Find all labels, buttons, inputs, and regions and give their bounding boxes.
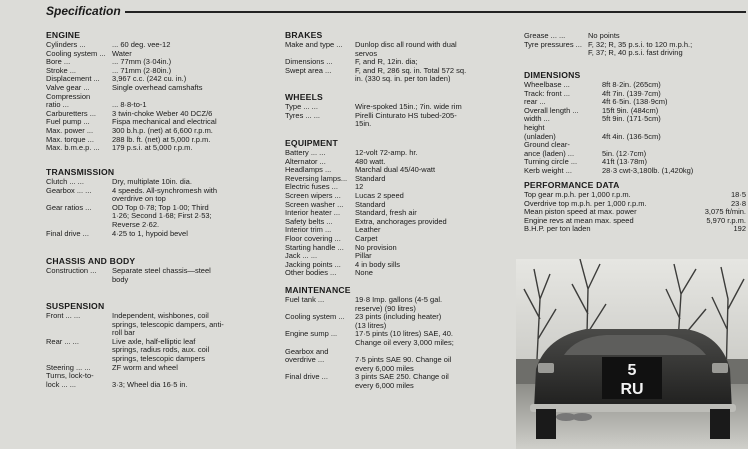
transmission-label: Gearbox ... ... — [46, 185, 92, 195]
car-rear-photo — [516, 259, 748, 449]
suspension-value: springs, telescopic dampers, anti- — [112, 319, 224, 329]
maintenance-label: Fuel tank ... — [285, 295, 325, 304]
maintenance-value: 7·5 pints SAE 90. Change oil — [355, 355, 452, 365]
dimensions-row — [524, 167, 748, 176]
suspension-label: Front ... ... — [46, 311, 81, 320]
plate-line-1: 5 — [627, 362, 637, 379]
maintenance-value: every 6,000 miles — [355, 363, 414, 373]
wheels-row — [285, 120, 525, 129]
transmission-value: OD Top 0·78; Top 1·00; Third — [112, 202, 209, 212]
engine-value: 300 b.h.p. (net) at 6,600 r.p.m. — [112, 126, 213, 135]
engine-label: Cylinders ... — [46, 40, 86, 49]
suspension-value: 3·3; Wheel dia 16·5 in. — [112, 379, 188, 389]
performance-row — [524, 225, 746, 234]
engine-value: Fispa mechanical and electrical — [112, 117, 217, 127]
engine-row — [46, 144, 290, 153]
spec-header — [46, 3, 746, 19]
equipment-label: Battery ... ... — [285, 148, 326, 157]
equipment-label: Headlamps ... — [285, 165, 332, 175]
equipment-value: Standard — [355, 173, 386, 183]
equipment-label: Interior heater ... — [285, 208, 341, 218]
brakes-heading: BRAKES — [285, 30, 323, 40]
brakes-label: Dimensions ... — [285, 57, 333, 67]
suspension-heading: SUSPENSION — [46, 301, 105, 311]
engine-value: ... 60 deg. vee-12 — [112, 40, 171, 49]
dimensions-value: 4ft 6·5in. (138·9cm) — [602, 97, 668, 107]
maintenance-label: Gearbox and — [285, 346, 329, 356]
grease-label: Tyre pressures ... — [524, 39, 582, 49]
transmission-value: 4 speeds. All-synchromesh with — [112, 185, 218, 195]
suspension-label: Turns, lock-to- — [46, 371, 94, 381]
maintenance-value: 17·5 pints (10 litres) SAE, 40. — [355, 329, 453, 339]
transmission-row — [46, 187, 290, 196]
maintenance-value: every 6,000 miles — [355, 381, 414, 390]
transmission-value: Dry, multiplate 10in. dia. — [112, 177, 192, 186]
page-title: Specification — [46, 3, 125, 19]
equipment-value: 4 in body sills — [355, 259, 401, 269]
equipment-value: Standard — [355, 199, 386, 209]
brakes-value: Dunlop disc all round with dual — [355, 40, 457, 49]
brakes-row — [285, 41, 525, 50]
performance-label: Top gear m.p.h. per 1,000 r.p.m. — [524, 190, 631, 199]
transmission-value: 1·26; Second 1·68; First 2·53; — [112, 211, 212, 221]
suspension-row — [46, 381, 290, 390]
equipment-label: Jacking points ... — [285, 259, 341, 269]
dimensions-value: 8ft 8·2in. (265cm) — [602, 80, 661, 89]
chassis-heading: CHASSIS AND BODY — [46, 256, 136, 266]
equipment-value: No provision — [355, 242, 397, 252]
engine-label: ratio ... — [46, 100, 69, 110]
dimensions-row — [524, 115, 748, 124]
performance-value: 5,970 r.p.m. — [706, 215, 746, 225]
suspension-value: roll bar — [112, 328, 135, 338]
engine-label: Displacement ... — [46, 74, 100, 84]
engine-label: Valve gear ... — [46, 83, 90, 92]
transmission-label: Clutch ... ... — [46, 177, 84, 186]
maintenance-value: 3 pints SAE 250. Change oil — [355, 372, 449, 382]
chassis-value: body — [112, 274, 129, 284]
engine-value: Single overhead camshafts — [112, 83, 203, 92]
equipment-value: 12-volt 72-amp. hr. — [355, 148, 418, 157]
chassis-row — [46, 276, 290, 285]
dimensions-label: height — [524, 123, 545, 132]
dimensions-value: 4ft 7in. (139·7cm) — [602, 88, 661, 98]
engine-row — [46, 93, 290, 102]
suspension-value: Independent, wishbones, coil — [112, 311, 209, 320]
performance-value: 3,075 ft/min. — [704, 207, 746, 217]
equipment-label: Alternator ... — [285, 156, 326, 166]
chassis-value: Separate steel chassis—steel — [112, 266, 211, 275]
dimensions-label: Overall length ... — [524, 105, 579, 115]
suspension-label: Steering ... ... — [46, 362, 91, 372]
maintenance-value: (13 litres) — [355, 320, 387, 330]
dimensions-label: ance (laden) ... — [524, 148, 575, 158]
chassis-label: Construction ... — [46, 266, 97, 275]
brakes-row — [285, 75, 525, 84]
suspension-row — [46, 321, 290, 330]
brakes-label: Make and type ... — [285, 40, 343, 49]
dimensions-value: 5ft 9in. (171·5cm) — [602, 114, 661, 124]
equipment-value: Lucas 2 speed — [355, 191, 404, 200]
engine-value: 288 lb. ft. (net) at 5,000 r.p.m. — [112, 134, 211, 144]
maintenance-row — [285, 382, 525, 391]
maintenance-heading: MAINTENANCE — [285, 285, 351, 295]
maintenance-row — [285, 313, 525, 322]
brakes-label: Swept area ... — [285, 65, 332, 75]
equipment-value: 480 watt. — [355, 156, 386, 166]
wheels-value: Wire-spoked 15in.; 7in. wide rim — [355, 102, 462, 111]
dimensions-value: 41ft (13·78m) — [602, 157, 648, 167]
engine-value: 179 p.s.i. at 5,000 r.p.m. — [112, 143, 193, 153]
performance-label: B.H.P. per ton laden — [524, 224, 591, 234]
wheels-label: Tyres ... ... — [285, 110, 321, 120]
brakes-value: F, and R, 286 sq. in. Total 572 sq. — [355, 65, 467, 75]
dimensions-label: Track: front ... — [524, 88, 570, 98]
wheels-row — [285, 112, 525, 121]
equipment-label: Starting handle ... — [285, 242, 344, 252]
dimensions-label: rear ... — [524, 97, 546, 107]
engine-value: ... 71mm (2·80in.) — [112, 65, 172, 75]
equipment-row — [285, 269, 525, 278]
equipment-label: Jack ... ... — [285, 251, 318, 261]
wheels-heading: WHEELS — [285, 92, 323, 102]
grease-value: No points — [588, 31, 620, 40]
engine-label: Max. b.m.e.p. ... — [46, 143, 100, 153]
dimensions-label: Kerb weight ... — [524, 166, 572, 175]
engine-heading: ENGINE — [46, 30, 81, 40]
plate-line-2: RU — [620, 381, 644, 398]
equipment-value: Leather — [355, 225, 381, 235]
equipment-label: Other bodies ... — [285, 268, 337, 278]
maintenance-value: 19·8 Imp. gallons (4-5 gal. — [355, 295, 443, 304]
engine-value: ... 8·8-to-1 — [112, 100, 147, 110]
grease-label: Grease ... ... — [524, 31, 566, 40]
transmission-heading: TRANSMISSION — [46, 167, 115, 177]
brakes-value: F, and R, 12in. dia; — [355, 57, 418, 67]
dimensions-label: Turning circle ... — [524, 157, 578, 167]
equipment-row — [285, 244, 525, 253]
performance-value: 192 — [733, 224, 746, 234]
equipment-value: Marchal dual 45/40-watt — [355, 165, 436, 175]
wheels-value: Pirelli Cinturato HS tubed-205- — [355, 110, 457, 120]
chassis-row — [46, 267, 290, 276]
suspension-label: Rear ... ... — [46, 336, 79, 346]
engine-label: Compression — [46, 91, 91, 101]
suspension-value: ZF worm and wheel — [112, 362, 178, 372]
engine-label: Stroke ... — [46, 65, 77, 75]
transmission-row — [46, 212, 290, 221]
dimensions-value: 4ft 4in. (136·5cm) — [602, 131, 661, 141]
equipment-label: Floor covering ... — [285, 234, 341, 243]
brakes-value: servos — [355, 48, 378, 58]
equipment-label: Screen wipers ... — [285, 191, 341, 200]
dimensions-label: (unladen) — [524, 131, 556, 141]
equipment-label: Screen washer ... — [285, 199, 344, 209]
dimensions-value: 5in. (12·7cm) — [602, 148, 647, 158]
grease-value: F, 32; R, 35 p.s.i. to 120 m.p.h.; — [588, 39, 693, 49]
maintenance-label: Cooling system ... — [285, 312, 345, 322]
brakes-value: in. (330 sq. in. per ton laden) — [355, 74, 451, 84]
suspension-value: Live axle, half-elliptic leaf — [112, 336, 196, 346]
equipment-value: Standard, fresh air — [355, 208, 417, 218]
engine-label: Bore ... — [46, 57, 71, 67]
equipment-label: Safety belts ... — [285, 216, 333, 226]
equipment-value: Extra, anchorages provided — [355, 216, 447, 226]
dimensions-value: 15ft 9in. (484cm) — [602, 105, 659, 115]
equipment-value: 12 — [355, 182, 364, 192]
equipment-value: Carpet — [355, 234, 378, 243]
wheels-label: Type ... ... — [285, 102, 318, 111]
maintenance-label: Final drive ... — [285, 372, 328, 382]
maintenance-label: overdrive ... — [285, 355, 325, 365]
performance-value: 18·5 — [730, 190, 746, 199]
dimensions-value: 28·3 cwt-3,180lb. (1,420kg) — [602, 166, 694, 175]
car-photo-graphic — [516, 259, 748, 449]
equipment-value: Pillar — [355, 251, 372, 261]
engine-value: Water — [112, 48, 132, 58]
engine-label: Carburetters ... — [46, 108, 97, 118]
equipment-label: Electric fuses ... — [285, 182, 338, 192]
transmission-value: Reverse 2·62. — [112, 220, 160, 229]
engine-value: 3 twin-choke Weber 40 DCZ/6 — [112, 108, 213, 118]
grease-value: F, 37; R, 40 p.s.i. fast driving — [588, 48, 683, 58]
transmission-label: Gear ratios ... — [46, 202, 92, 212]
engine-value: ... 77mm (3·04in.) — [112, 57, 172, 67]
maintenance-value: Change oil every 3,000 miles; — [355, 338, 454, 347]
engine-label: Cooling system ... — [46, 48, 106, 58]
dimensions-label: Wheelbase ... — [524, 80, 570, 89]
transmission-value: 4·25 to 1, hypoid bevel — [112, 228, 188, 238]
equipment-value: None — [355, 268, 373, 278]
equipment-label: Reversing lamps... — [285, 173, 348, 183]
dimensions-label: width ... — [524, 114, 550, 124]
transmission-row — [46, 230, 290, 239]
maintenance-label: Engine sump ... — [285, 329, 338, 339]
dimensions-heading: DIMENSIONS — [524, 70, 581, 80]
engine-label: Fuel pump ... — [46, 117, 90, 127]
dimensions-label: Ground clear- — [524, 140, 570, 150]
transmission-label: Final drive ... — [46, 228, 89, 238]
performance-value: 23·8 — [730, 198, 746, 208]
header-rule — [46, 11, 746, 13]
maintenance-value: 23 pints (including heater) — [355, 312, 442, 322]
wheels-value: 15in. — [355, 119, 372, 129]
equipment-label: Interior trim ... — [285, 225, 332, 235]
suspension-value: springs, telescopic dampers — [112, 354, 205, 363]
engine-label: Max. torque ... — [46, 134, 94, 144]
equipment-heading: EQUIPMENT — [285, 138, 338, 148]
grease-row — [524, 49, 748, 58]
maintenance-value: reserve) (90 litres) — [355, 303, 416, 313]
engine-value: 3,967 c.c. (242 cu. in.) — [112, 74, 187, 84]
performance-label: Engine revs at mean max. speed — [524, 215, 634, 225]
performance-heading: PERFORMANCE DATA — [524, 180, 620, 190]
performance-label: Mean piston speed at max. power — [524, 207, 637, 217]
transmission-value: overdrive on top — [112, 194, 166, 204]
performance-label: Overdrive top m.p.h. per 1,000 r.p.m. — [524, 198, 647, 208]
engine-label: Max. power ... — [46, 126, 94, 135]
suspension-value: springs, radius rods, aux. coil — [112, 345, 210, 355]
suspension-label: lock ... ... — [46, 379, 77, 389]
